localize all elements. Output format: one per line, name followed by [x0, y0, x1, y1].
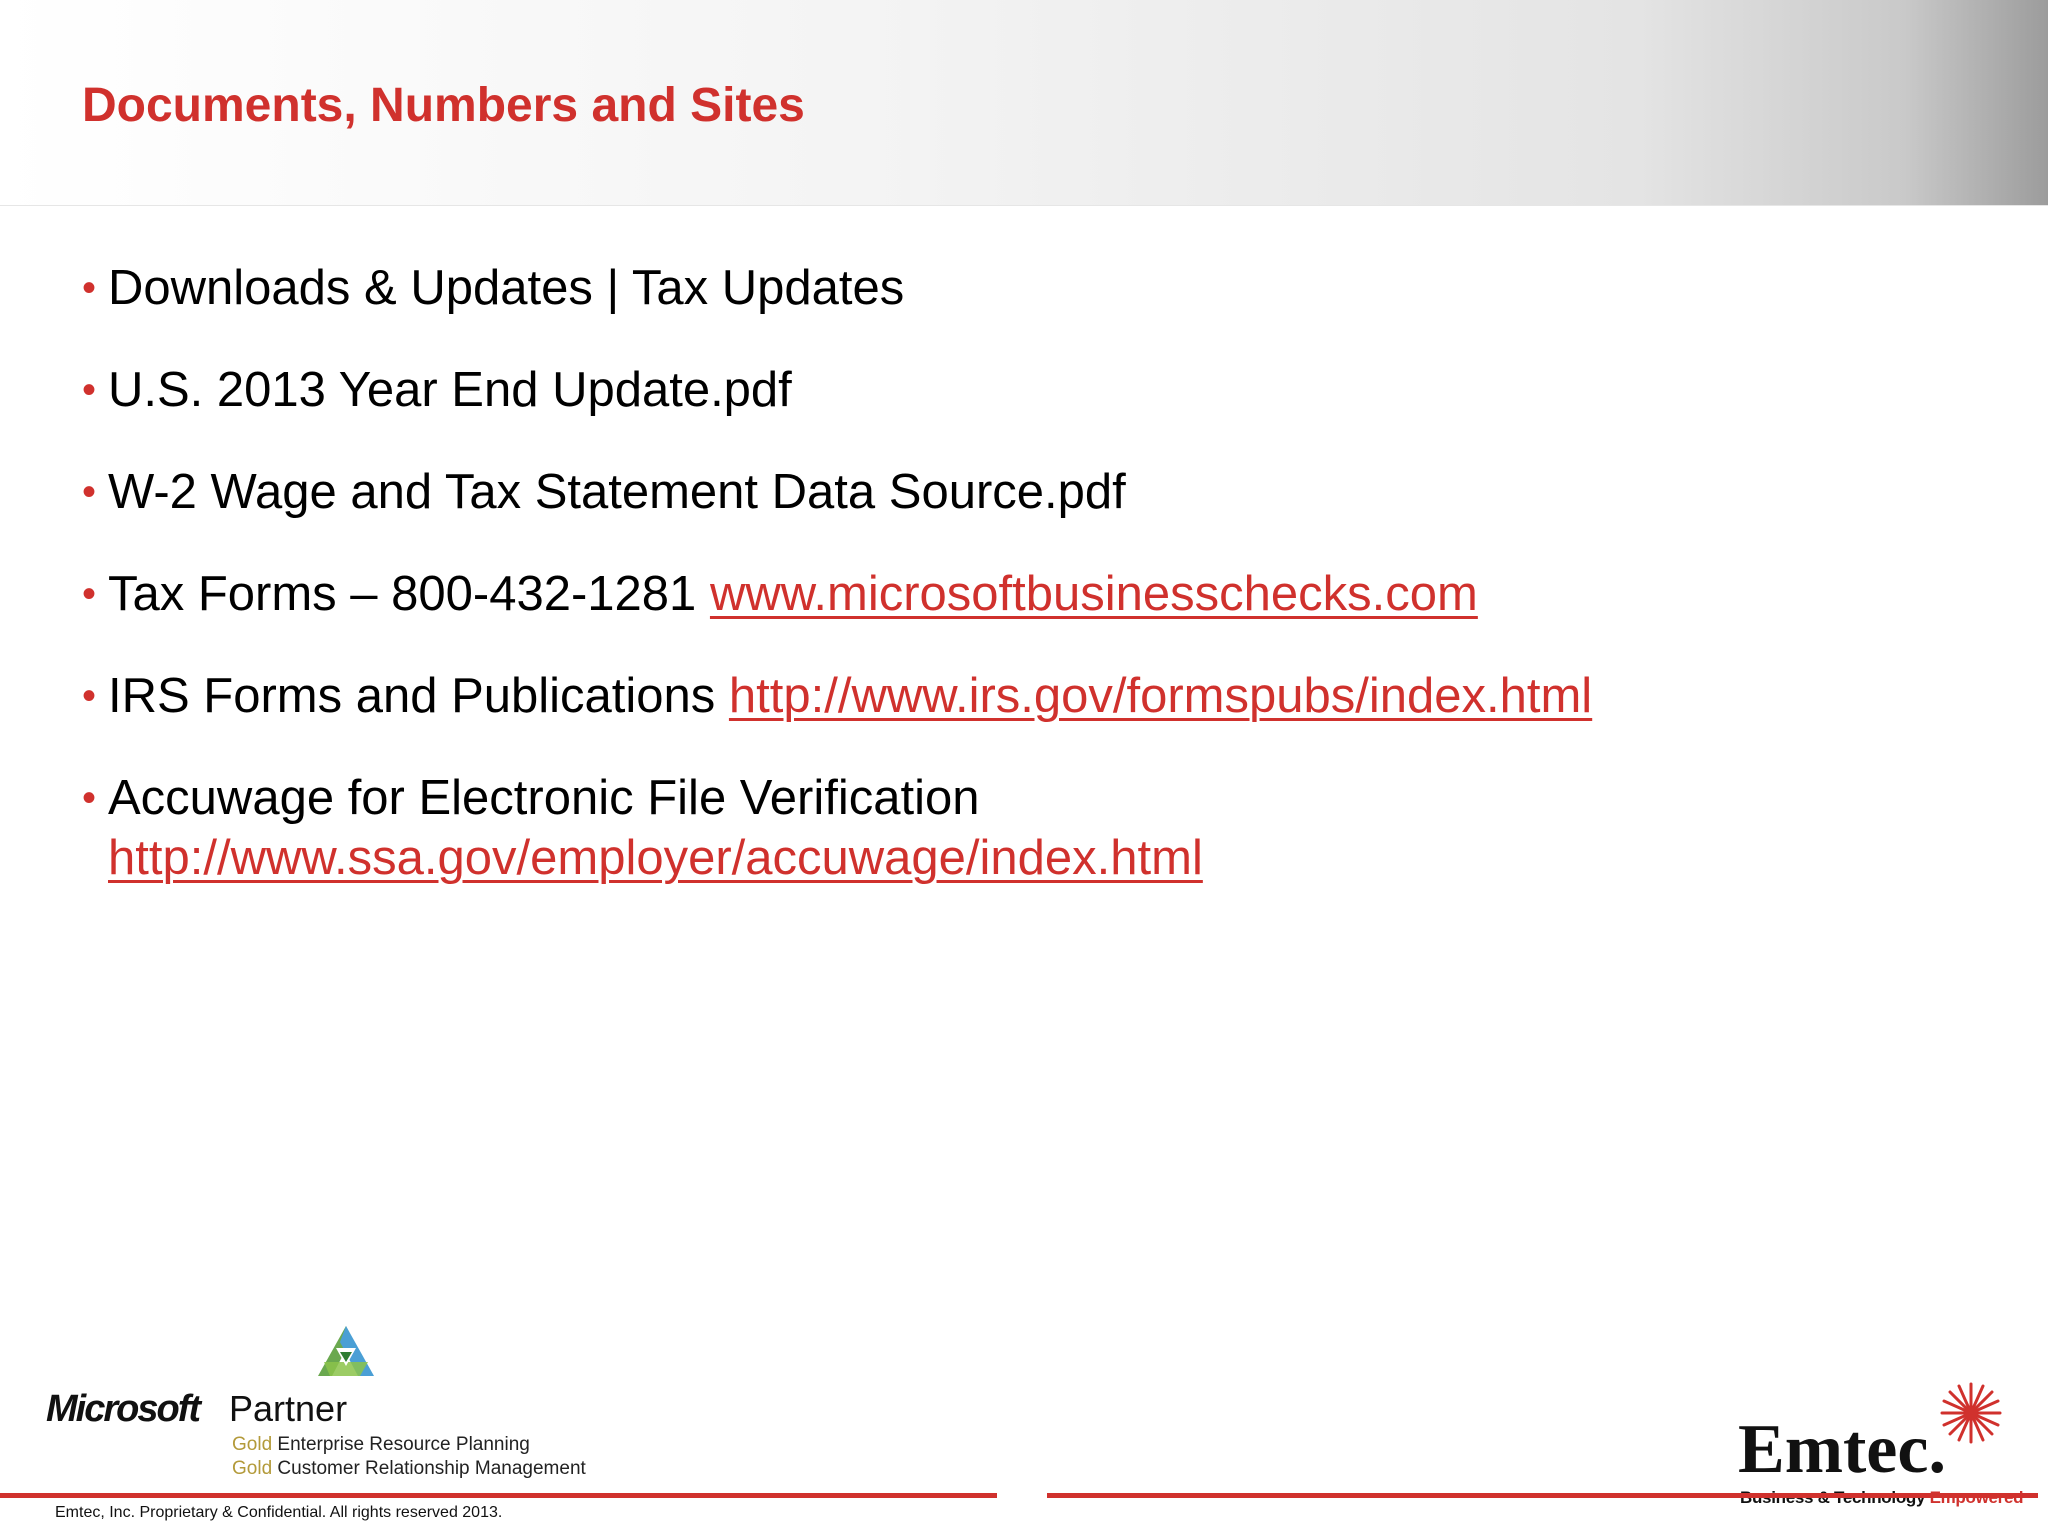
page-title: Documents, Numbers and Sites	[82, 79, 805, 132]
list-item	[82, 258, 1962, 318]
bullet-icon: •	[82, 674, 97, 718]
irs-forms-link[interactable]: http://www.irs.gov/formspubs/index.html	[728, 669, 1593, 723]
bullet-text: Tax Forms – 800-432-1281	[108, 567, 710, 621]
microsoft-partner-logo-icon	[310, 1318, 382, 1384]
accuwage-link[interactable]: http://www.ssa.gov/employer/accuwage/index.html	[108, 831, 1203, 885]
list-item	[82, 768, 1962, 888]
bullet-icon: •	[82, 776, 97, 820]
emtec-star-icon	[1940, 1382, 2002, 1444]
competency-name: Customer Relationship Management	[277, 1458, 586, 1479]
bullet-text: U.S. 2013 Year End Update.pdf	[108, 363, 792, 417]
competency-erp	[232, 1434, 530, 1456]
bullet-icon: •	[82, 266, 97, 310]
emtec-tagline	[1740, 1488, 2023, 1508]
list-item	[82, 462, 1962, 522]
competency-level: Gold	[232, 1458, 273, 1479]
list-item	[82, 564, 1962, 624]
list-item	[82, 666, 1962, 726]
bullet-text: Downloads & Updates | Tax Updates	[108, 261, 905, 315]
competency-level: Gold	[232, 1434, 273, 1455]
partner-label: Partner	[229, 1388, 348, 1429]
list-item	[82, 360, 1962, 420]
bullet-list	[82, 258, 1962, 930]
microsoft-brand: Microsoft	[46, 1388, 199, 1430]
bullet-icon: •	[82, 368, 97, 412]
competency-name: Enterprise Resource Planning	[277, 1434, 530, 1455]
footer-divider-right	[1047, 1493, 2038, 1498]
footer-divider-left	[0, 1493, 997, 1498]
bullet-text: W-2 Wage and Tax Statement Data Source.pdf	[108, 465, 1126, 519]
bullet-icon: •	[82, 470, 97, 514]
bullet-text: IRS Forms and Publications	[108, 669, 729, 723]
emtec-logo: Emtec.	[1738, 1411, 1946, 1488]
tax-forms-link[interactable]: www.microsoftbusinesschecks.com	[709, 567, 1478, 621]
bullet-text: Accuwage for Electronic File Verification	[108, 771, 980, 825]
bullet-icon: •	[82, 572, 97, 616]
footer-copyright: Emtec, Inc. Proprietary & Confidential. All rights reserved 2013.	[55, 1504, 503, 1521]
competency-crm	[232, 1458, 586, 1480]
